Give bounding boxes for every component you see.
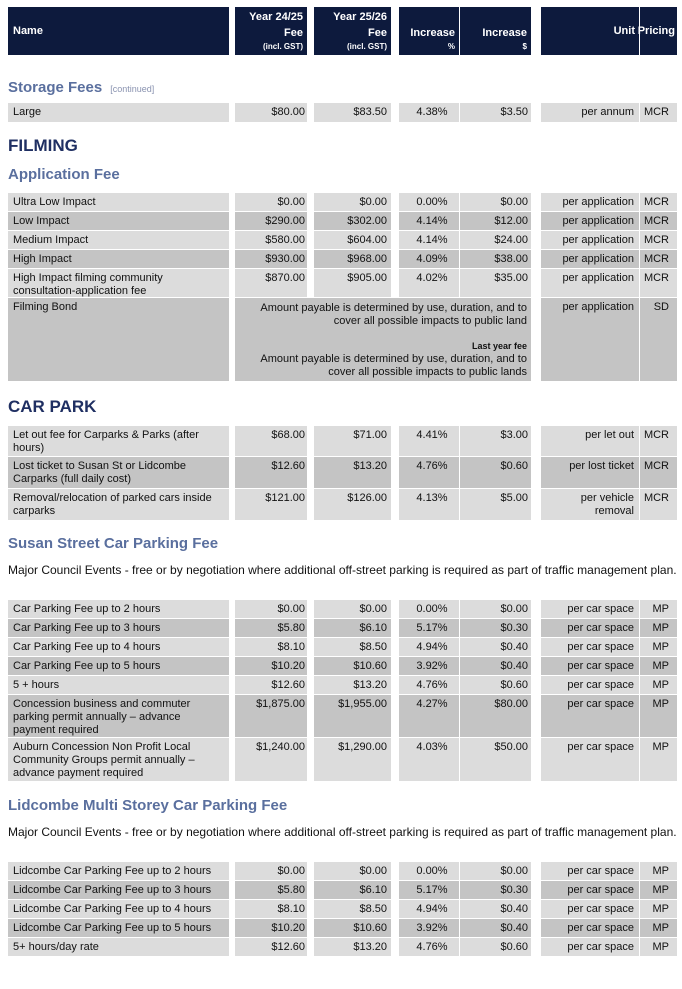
row-fee-2526: $71.00: [314, 426, 391, 456]
row-increase-dollar: $12.00: [460, 212, 531, 230]
row-name: Auburn Concession Non Profit Local Community Groups permit annually – advance payment required: [8, 738, 229, 781]
row-unit: per application: [541, 193, 639, 211]
row-unit: per car space: [541, 862, 639, 880]
row-fee-2425: $0.00: [235, 862, 307, 880]
row-increase-dollar: $38.00: [460, 250, 531, 268]
row-fee-2425: $5.80: [235, 619, 307, 637]
table-row: [8, 938, 677, 956]
row-pricing: SD: [640, 298, 677, 381]
row-increase-dollar: $0.30: [460, 619, 531, 637]
row-increase-percent: 0.00%: [399, 193, 459, 211]
row-fee-2425: $12.60: [235, 457, 307, 488]
row-increase-dollar: $0.40: [460, 900, 531, 918]
row-unit: per application: [541, 231, 639, 249]
row-fee-2425: $8.10: [235, 900, 307, 918]
row-unit: per car space: [541, 738, 639, 781]
table-row: [8, 881, 677, 899]
row-unit: per car space: [541, 938, 639, 956]
row-pricing: MCR: [640, 212, 677, 230]
row-name: Car Parking Fee up to 3 hours: [8, 619, 229, 637]
row-fee-2425: $68.00: [235, 426, 307, 456]
row-fee-2526: $1,290.00: [314, 738, 391, 781]
row-unit: per car space: [541, 657, 639, 675]
row-fee-2526: $10.60: [314, 919, 391, 937]
table-row: [8, 193, 677, 211]
row-fee-2425: $5.80: [235, 881, 307, 899]
row-increase-dollar: $0.60: [460, 676, 531, 694]
table-row: [8, 738, 677, 781]
row-name: Medium Impact: [8, 231, 229, 249]
row-pricing: MP: [640, 938, 677, 956]
row-fee-2526: $8.50: [314, 638, 391, 656]
row-increase-percent: 5.17%: [399, 881, 459, 899]
row-fee-2526: $905.00: [314, 269, 391, 297]
table-row: [8, 657, 677, 675]
row-increase-dollar: $24.00: [460, 231, 531, 249]
row-fee-2526: $302.00: [314, 212, 391, 230]
row-increase-dollar: $3.00: [460, 426, 531, 456]
table-header: [8, 7, 677, 55]
row-fee-2526: $6.10: [314, 619, 391, 637]
header-pricing: Pricing: [640, 7, 677, 55]
row-increase-percent: 4.76%: [399, 938, 459, 956]
application-fee-title: Application Fee: [8, 166, 120, 183]
row-increase-percent: 5.17%: [399, 619, 459, 637]
row-name: Car Parking Fee up to 5 hours: [8, 657, 229, 675]
row-pricing: MCR: [640, 426, 677, 456]
lidcombe-title: Lidcombe Multi Storey Car Parking Fee: [8, 797, 288, 814]
row-unit: per car space: [541, 881, 639, 899]
row-name: Ultra Low Impact: [8, 193, 229, 211]
row-increase-dollar: $3.50: [460, 103, 531, 122]
row-pricing: MCR: [640, 231, 677, 249]
row-fee-2425: $1,875.00: [235, 695, 307, 737]
row-unit: per application: [541, 250, 639, 268]
table-row: [8, 457, 677, 488]
row-pricing: MP: [640, 900, 677, 918]
row-fee-2526: $126.00: [314, 489, 391, 520]
row-name: Large: [8, 103, 229, 122]
row-fee-2425: $12.60: [235, 676, 307, 694]
row-increase-percent: 0.00%: [399, 862, 459, 880]
row-increase-dollar: $50.00: [460, 738, 531, 781]
row-unit: per let out: [541, 426, 639, 456]
lidcombe-note: Major Council Events - free or by negotiation where additional off-street parking is required as part of traffic management plan.: [8, 825, 677, 839]
row-increase-dollar: $0.40: [460, 638, 531, 656]
row-unit: per vehicle removal: [541, 489, 639, 520]
row-unit: per car space: [541, 900, 639, 918]
row-unit: per annum: [541, 103, 639, 122]
row-fee-2526: $0.00: [314, 193, 391, 211]
row-unit: per car space: [541, 619, 639, 637]
row-fee-2526: $6.10: [314, 881, 391, 899]
filming-bond-details: Amount payable is determined by use, duration, and to cover all possible impacts to public land Last year fee Amount payable is determined by use, duration, and to cover all possible impacts to public lands: [235, 298, 531, 381]
row-name: Removal/relocation of parked cars inside carparks: [8, 489, 229, 520]
row-pricing: MP: [640, 657, 677, 675]
row-fee-2526: $13.20: [314, 676, 391, 694]
row-fee-2526: $968.00: [314, 250, 391, 268]
row-unit: per application: [541, 298, 639, 381]
row-increase-percent: 4.14%: [399, 212, 459, 230]
table-row: [8, 600, 677, 618]
row-fee-2526: $8.50: [314, 900, 391, 918]
table-row: [8, 695, 677, 737]
row-pricing: MP: [640, 695, 677, 737]
table-row: [8, 619, 677, 637]
row-fee-2425: $930.00: [235, 250, 307, 268]
row-name: High Impact filming community consultation-application fee: [8, 269, 229, 297]
row-unit: per car space: [541, 600, 639, 618]
row-pricing: MCR: [640, 193, 677, 211]
row-name: Lidcombe Car Parking Fee up to 3 hours: [8, 881, 229, 899]
row-name: Low Impact: [8, 212, 229, 230]
row-name: Lidcombe Car Parking Fee up to 4 hours: [8, 900, 229, 918]
table-row: [8, 862, 677, 880]
row-increase-percent: 4.76%: [399, 457, 459, 488]
table-row: [8, 212, 677, 230]
row-unit: per car space: [541, 695, 639, 737]
storage-fees-title: Storage Fees [continued]: [8, 79, 155, 96]
table-row: [8, 103, 677, 122]
row-increase-dollar: $0.30: [460, 881, 531, 899]
row-pricing: MCR: [640, 457, 677, 488]
row-name: Filming Bond: [8, 298, 229, 381]
row-fee-2425: $1,240.00: [235, 738, 307, 781]
row-increase-percent: 4.14%: [399, 231, 459, 249]
row-name: Lidcombe Car Parking Fee up to 5 hours: [8, 919, 229, 937]
row-increase-percent: 3.92%: [399, 657, 459, 675]
row-increase-percent: 4.03%: [399, 738, 459, 781]
row-increase-percent: 4.02%: [399, 269, 459, 297]
row-pricing: MP: [640, 676, 677, 694]
row-pricing: MCR: [640, 269, 677, 297]
row-name: Car Parking Fee up to 2 hours: [8, 600, 229, 618]
row-pricing: MP: [640, 600, 677, 618]
row-fee-2425: $0.00: [235, 193, 307, 211]
header-increase-dollar: Increase $: [460, 7, 531, 55]
table-row: [8, 900, 677, 918]
row-name: Car Parking Fee up to 4 hours: [8, 638, 229, 656]
header-increase-percent: Increase %: [399, 7, 459, 55]
row-fee-2425: $10.20: [235, 657, 307, 675]
row-increase-percent: 4.94%: [399, 900, 459, 918]
row-pricing: MCR: [640, 489, 677, 520]
row-unit: per car space: [541, 638, 639, 656]
row-pricing: MP: [640, 919, 677, 937]
row-increase-dollar: $0.60: [460, 938, 531, 956]
row-pricing: MP: [640, 619, 677, 637]
row-increase-dollar: $0.00: [460, 193, 531, 211]
row-fee-2425: $10.20: [235, 919, 307, 937]
row-increase-percent: 4.13%: [399, 489, 459, 520]
filming-bond-row: [8, 298, 677, 381]
row-fee-2526: $10.60: [314, 657, 391, 675]
row-increase-percent: 3.92%: [399, 919, 459, 937]
row-pricing: MP: [640, 638, 677, 656]
row-unit: per application: [541, 269, 639, 297]
row-pricing: MCR: [640, 250, 677, 268]
row-increase-dollar: $35.00: [460, 269, 531, 297]
susan-street-note: Major Council Events - free or by negotiation where additional off-street parking is required as part of traffic management plan.: [8, 563, 677, 577]
row-fee-2526: $83.50: [314, 103, 391, 122]
row-increase-percent: 0.00%: [399, 600, 459, 618]
row-fee-2425: $12.60: [235, 938, 307, 956]
row-increase-dollar: $5.00: [460, 489, 531, 520]
row-increase-dollar: $0.40: [460, 919, 531, 937]
row-increase-dollar: $80.00: [460, 695, 531, 737]
row-unit: per application: [541, 212, 639, 230]
row-fee-2425: $580.00: [235, 231, 307, 249]
car-park-title: CAR PARK: [8, 397, 97, 416]
row-pricing: MCR: [640, 103, 677, 122]
row-pricing: MP: [640, 881, 677, 899]
row-fee-2526: $0.00: [314, 600, 391, 618]
row-increase-percent: 4.27%: [399, 695, 459, 737]
header-name: Name: [8, 7, 229, 55]
table-row: [8, 489, 677, 520]
table-row: [8, 676, 677, 694]
row-unit: per car space: [541, 919, 639, 937]
row-fee-2425: $290.00: [235, 212, 307, 230]
filming-title: FILMING: [8, 136, 78, 155]
row-fee-2526: $13.20: [314, 938, 391, 956]
row-increase-percent: 4.94%: [399, 638, 459, 656]
table-row: [8, 919, 677, 937]
table-row: [8, 638, 677, 656]
table-row: [8, 231, 677, 249]
header-year-2425: Year 24/25 Fee (incl. GST): [235, 7, 307, 55]
row-name: Concession business and commuter parking permit annually – advance payment required: [8, 695, 229, 737]
table-row: [8, 426, 677, 456]
row-increase-percent: 4.41%: [399, 426, 459, 456]
row-pricing: MP: [640, 738, 677, 781]
row-fee-2425: $0.00: [235, 600, 307, 618]
row-increase-dollar: $0.40: [460, 657, 531, 675]
header-year-2526: Year 25/26 Fee (incl. GST): [314, 7, 391, 55]
row-increase-percent: 4.76%: [399, 676, 459, 694]
row-name: Lidcombe Car Parking Fee up to 2 hours: [8, 862, 229, 880]
row-name: Lost ticket to Susan St or Lidcombe Carparks (full daily cost): [8, 457, 229, 488]
row-fee-2526: $0.00: [314, 862, 391, 880]
row-unit: per lost ticket: [541, 457, 639, 488]
row-fee-2425: $8.10: [235, 638, 307, 656]
row-pricing: MP: [640, 862, 677, 880]
row-increase-dollar: $0.60: [460, 457, 531, 488]
row-fee-2526: $13.20: [314, 457, 391, 488]
header-unit: Unit: [541, 7, 639, 55]
row-name: 5 + hours: [8, 676, 229, 694]
row-increase-dollar: $0.00: [460, 862, 531, 880]
row-unit: per car space: [541, 676, 639, 694]
table-row: [8, 269, 677, 297]
row-fee-2526: $1,955.00: [314, 695, 391, 737]
row-increase-percent: 4.09%: [399, 250, 459, 268]
row-name: 5+ hours/day rate: [8, 938, 229, 956]
row-fee-2425: $121.00: [235, 489, 307, 520]
row-name: Let out fee for Carparks & Parks (after hours): [8, 426, 229, 456]
row-increase-percent: 4.38%: [399, 103, 459, 122]
table-row: [8, 250, 677, 268]
susan-street-title: Susan Street Car Parking Fee: [8, 535, 219, 552]
row-fee-2425: $870.00: [235, 269, 307, 297]
row-fee-2526: $604.00: [314, 231, 391, 249]
row-fee-2425: $80.00: [235, 103, 307, 122]
row-increase-dollar: $0.00: [460, 600, 531, 618]
row-name: High Impact: [8, 250, 229, 268]
